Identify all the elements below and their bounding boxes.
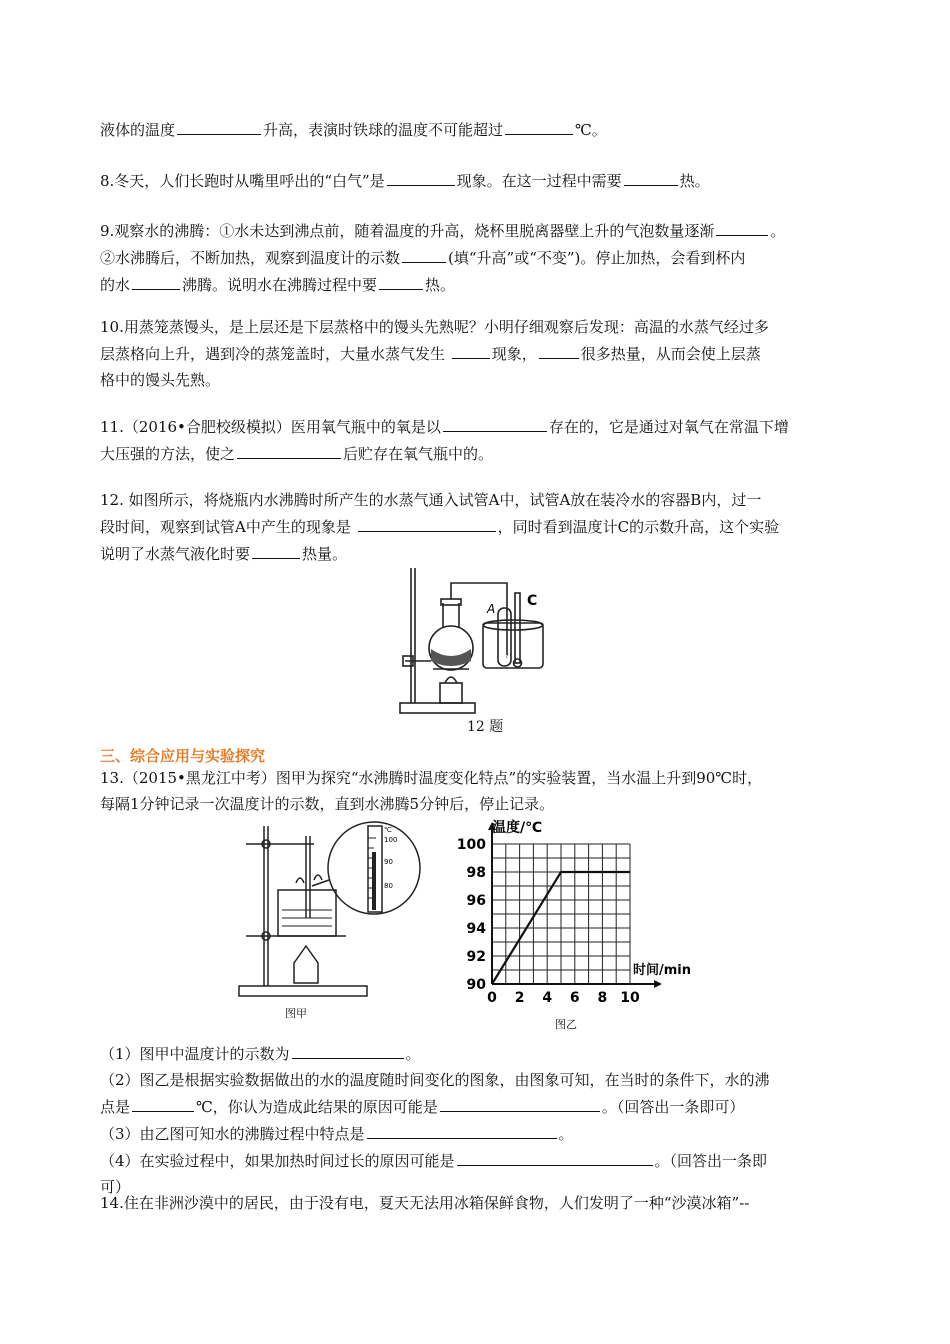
q11-line-2b: 后贮存在氧气瓶中的。	[343, 445, 494, 463]
q9-blank-4[interactable]	[379, 271, 423, 290]
q9-line-1: 9.观察水的沸腾：①水未达到沸点前，随着温度的升高，烧杯里脱离器壁上升的气泡数量逐渐	[100, 222, 715, 240]
q10-blank-2[interactable]	[539, 340, 579, 359]
mercury-column	[372, 852, 376, 910]
x-tick-label: 8	[597, 990, 608, 1006]
q13-p2-text-c: ℃，你认为造成此结果的原因可能是	[196, 1098, 438, 1116]
q12-line-3a: 说明了水蒸气液化时要	[100, 545, 251, 563]
q10-line-3: 格中的馒头先熟。	[100, 371, 221, 389]
q9-line-2a: ②水沸腾后，不断加热，观察到温度计的示数	[100, 249, 401, 267]
q13-line-2: 每隔1分钟记录一次温度计的示数，直到水沸腾5分钟后，停止记录。	[100, 795, 555, 813]
thermo-label-100: 100	[384, 836, 398, 844]
question-14	[100, 1190, 880, 1216]
figure-13-a-caption: 图甲	[285, 1007, 307, 1020]
x-tick-label: 2	[514, 990, 525, 1006]
question-8	[100, 167, 860, 194]
question-11	[100, 413, 860, 467]
alcohol-lamp	[294, 946, 318, 983]
q13-p4-wrap: 可）	[100, 1178, 131, 1196]
alcohol-lamp	[440, 683, 462, 703]
q13-line-1: 13.（2015•黑龙江中考）图甲为探究“水沸腾时温度变化特点”的实验装置，当水温上升到90℃时，	[100, 769, 763, 787]
q13-p1-end: 。	[405, 1045, 421, 1063]
q9-blank-1[interactable]	[716, 217, 768, 236]
q10-line-2a: 层蒸格向上升，遇到冷的蒸笼盖时，大量水蒸气发生	[100, 345, 450, 363]
q9-line-3c: 热。	[425, 276, 456, 294]
figure-13-a-apparatus	[234, 818, 434, 1008]
q13-p2-text-d: 。（回答出一条即可）	[601, 1098, 745, 1116]
q13-blank-5[interactable]	[457, 1147, 653, 1166]
label-a: A	[487, 602, 496, 616]
q11-blank-1[interactable]	[443, 413, 547, 432]
q13-blank-1[interactable]	[292, 1040, 404, 1059]
label-c: C	[527, 593, 538, 609]
flask-water	[431, 649, 471, 666]
thermo-label-unit: ℃	[384, 826, 392, 834]
figure-12-caption: 12 题	[467, 719, 504, 735]
y-tick-label: 92	[466, 949, 486, 965]
q9-line-2b: (填“升高”或“不变”)。停止加热，会看到杯内	[448, 249, 746, 267]
q13-p1-text: （1）图甲中温度计的示数为	[100, 1045, 290, 1063]
question-12	[100, 487, 860, 567]
q13-blank-2[interactable]	[132, 1093, 194, 1112]
y-tick-label: 94	[466, 921, 486, 937]
q9-blank-2[interactable]	[402, 244, 446, 263]
q11-line-2a: 大压强的方法，使之	[100, 445, 236, 463]
q13-p3-end: 。	[558, 1125, 574, 1143]
q12-line-3b: 热量。	[302, 545, 348, 563]
q14-line-1: 14.住在非洲沙漠中的居民，由于没有电，夏天无法用冰箱保鲜食物，人们发明了一种“沙漠冰箱”--	[100, 1194, 750, 1212]
q13-p3-text: （3）由乙图可知水的沸腾过程中特点是	[100, 1125, 365, 1143]
question-13	[100, 765, 860, 817]
q10-blank-1[interactable]	[452, 340, 490, 359]
y-tick-label: 98	[466, 865, 486, 881]
q9-line-3a: 的水	[100, 276, 131, 294]
steam	[296, 875, 322, 883]
beaker	[278, 890, 336, 936]
q11-line-1b: 存在的，它是通过对氧气在常温下增	[548, 418, 789, 436]
q13-p2-text-b: 点是	[100, 1098, 131, 1116]
q9-blank-3[interactable]	[132, 271, 180, 290]
q7-text-1: 液体的温度	[100, 121, 176, 139]
q7-text-3: ℃。	[575, 121, 607, 139]
thermo-label-90: 90	[384, 858, 393, 866]
q13-p4-end: 。（回答出一条即	[654, 1152, 768, 1170]
q8-text-2: 现象。在这一过程中需要	[456, 172, 622, 190]
question-10	[100, 314, 860, 393]
y-tick-label: 100	[456, 837, 486, 853]
x-tick-label: 0	[487, 990, 497, 1006]
q13-p4-text: （4）在实验过程中，如果加热时间过长的原因可能是	[100, 1152, 455, 1170]
q10-line-1: 10.用蒸笼蒸馒头，是上层还是下层蒸格中的馒头先熟呢？小明仔细观察后发现：高温的水蒸气经过多	[100, 318, 769, 336]
q13-blank-3[interactable]	[440, 1093, 600, 1112]
x-tick-label: 10	[620, 990, 640, 1006]
figure-12-apparatus	[395, 563, 575, 725]
y-tick-label: 96	[466, 893, 486, 909]
question-9	[100, 217, 880, 298]
figure-13-b-caption: 图乙	[555, 1018, 577, 1031]
q7-tail	[100, 116, 860, 143]
chart-y-axis-label: 温度/℃	[492, 820, 543, 836]
q13-subquestions	[100, 1040, 860, 1200]
x-tick-label: 6	[569, 990, 580, 1006]
q13-blank-4[interactable]	[367, 1120, 557, 1139]
section-3-heading: 三、综合应用与实验探究	[100, 747, 266, 765]
q11-blank-2[interactable]	[237, 440, 341, 459]
q8-blank-1[interactable]	[387, 167, 455, 186]
q10-line-2b: 现象，	[491, 345, 537, 363]
q12-line-1: 12. 如图所示，将烧瓶内水沸腾时所产生的水蒸气通入试管A中，试管A放在装冷水的容器B内，过一	[100, 491, 762, 509]
q13-p2-line-1: （2）图乙是根据实验数据做出的水的温度随时间变化的图象，由图象可知，在当时的条件下，水的沸	[100, 1071, 770, 1089]
x-axis-arrow	[654, 980, 662, 988]
q7-text-2: 升高，表演时铁球的温度不可能超过	[263, 121, 504, 139]
y-tick-label: 90	[466, 977, 486, 993]
chart-x-axis-label: 时间/min	[633, 963, 692, 978]
q12-blank-1[interactable]	[358, 513, 496, 532]
q7-blank-2[interactable]	[505, 116, 573, 135]
q9-line-1-end: 。	[770, 222, 786, 240]
q10-line-2c: 很多热量，从而会使上层蒸	[580, 345, 761, 363]
q8-text-3: 热。	[679, 172, 710, 190]
q12-line-2a: 段时间，观察到试管A中产生的现象是	[100, 518, 356, 536]
q7-blank-1[interactable]	[177, 116, 261, 135]
q12-line-2b: ，同时看到温度计C的示数升高，这个实验	[497, 518, 780, 536]
chart-marks	[457, 837, 640, 1006]
thermometer-c	[515, 593, 520, 663]
q11-line-1a: 11.（2016•合肥校级模拟）医用氧气瓶中的氧是以	[100, 418, 441, 436]
thermo-label-80: 80	[384, 882, 393, 890]
label-b: B	[501, 653, 509, 666]
q8-text-1: 8.冬天，人们长跑时从嘴里呼出的“白气”是	[100, 172, 385, 190]
figure-13-b-chart	[455, 812, 692, 1032]
q9-line-3b: 沸腾。说明水在沸腾过程中要	[182, 276, 378, 294]
q8-blank-2[interactable]	[624, 167, 678, 186]
q12-blank-2[interactable]	[252, 540, 300, 559]
x-tick-label: 4	[542, 990, 553, 1006]
stand-base	[239, 986, 367, 996]
stand-base	[400, 703, 475, 713]
